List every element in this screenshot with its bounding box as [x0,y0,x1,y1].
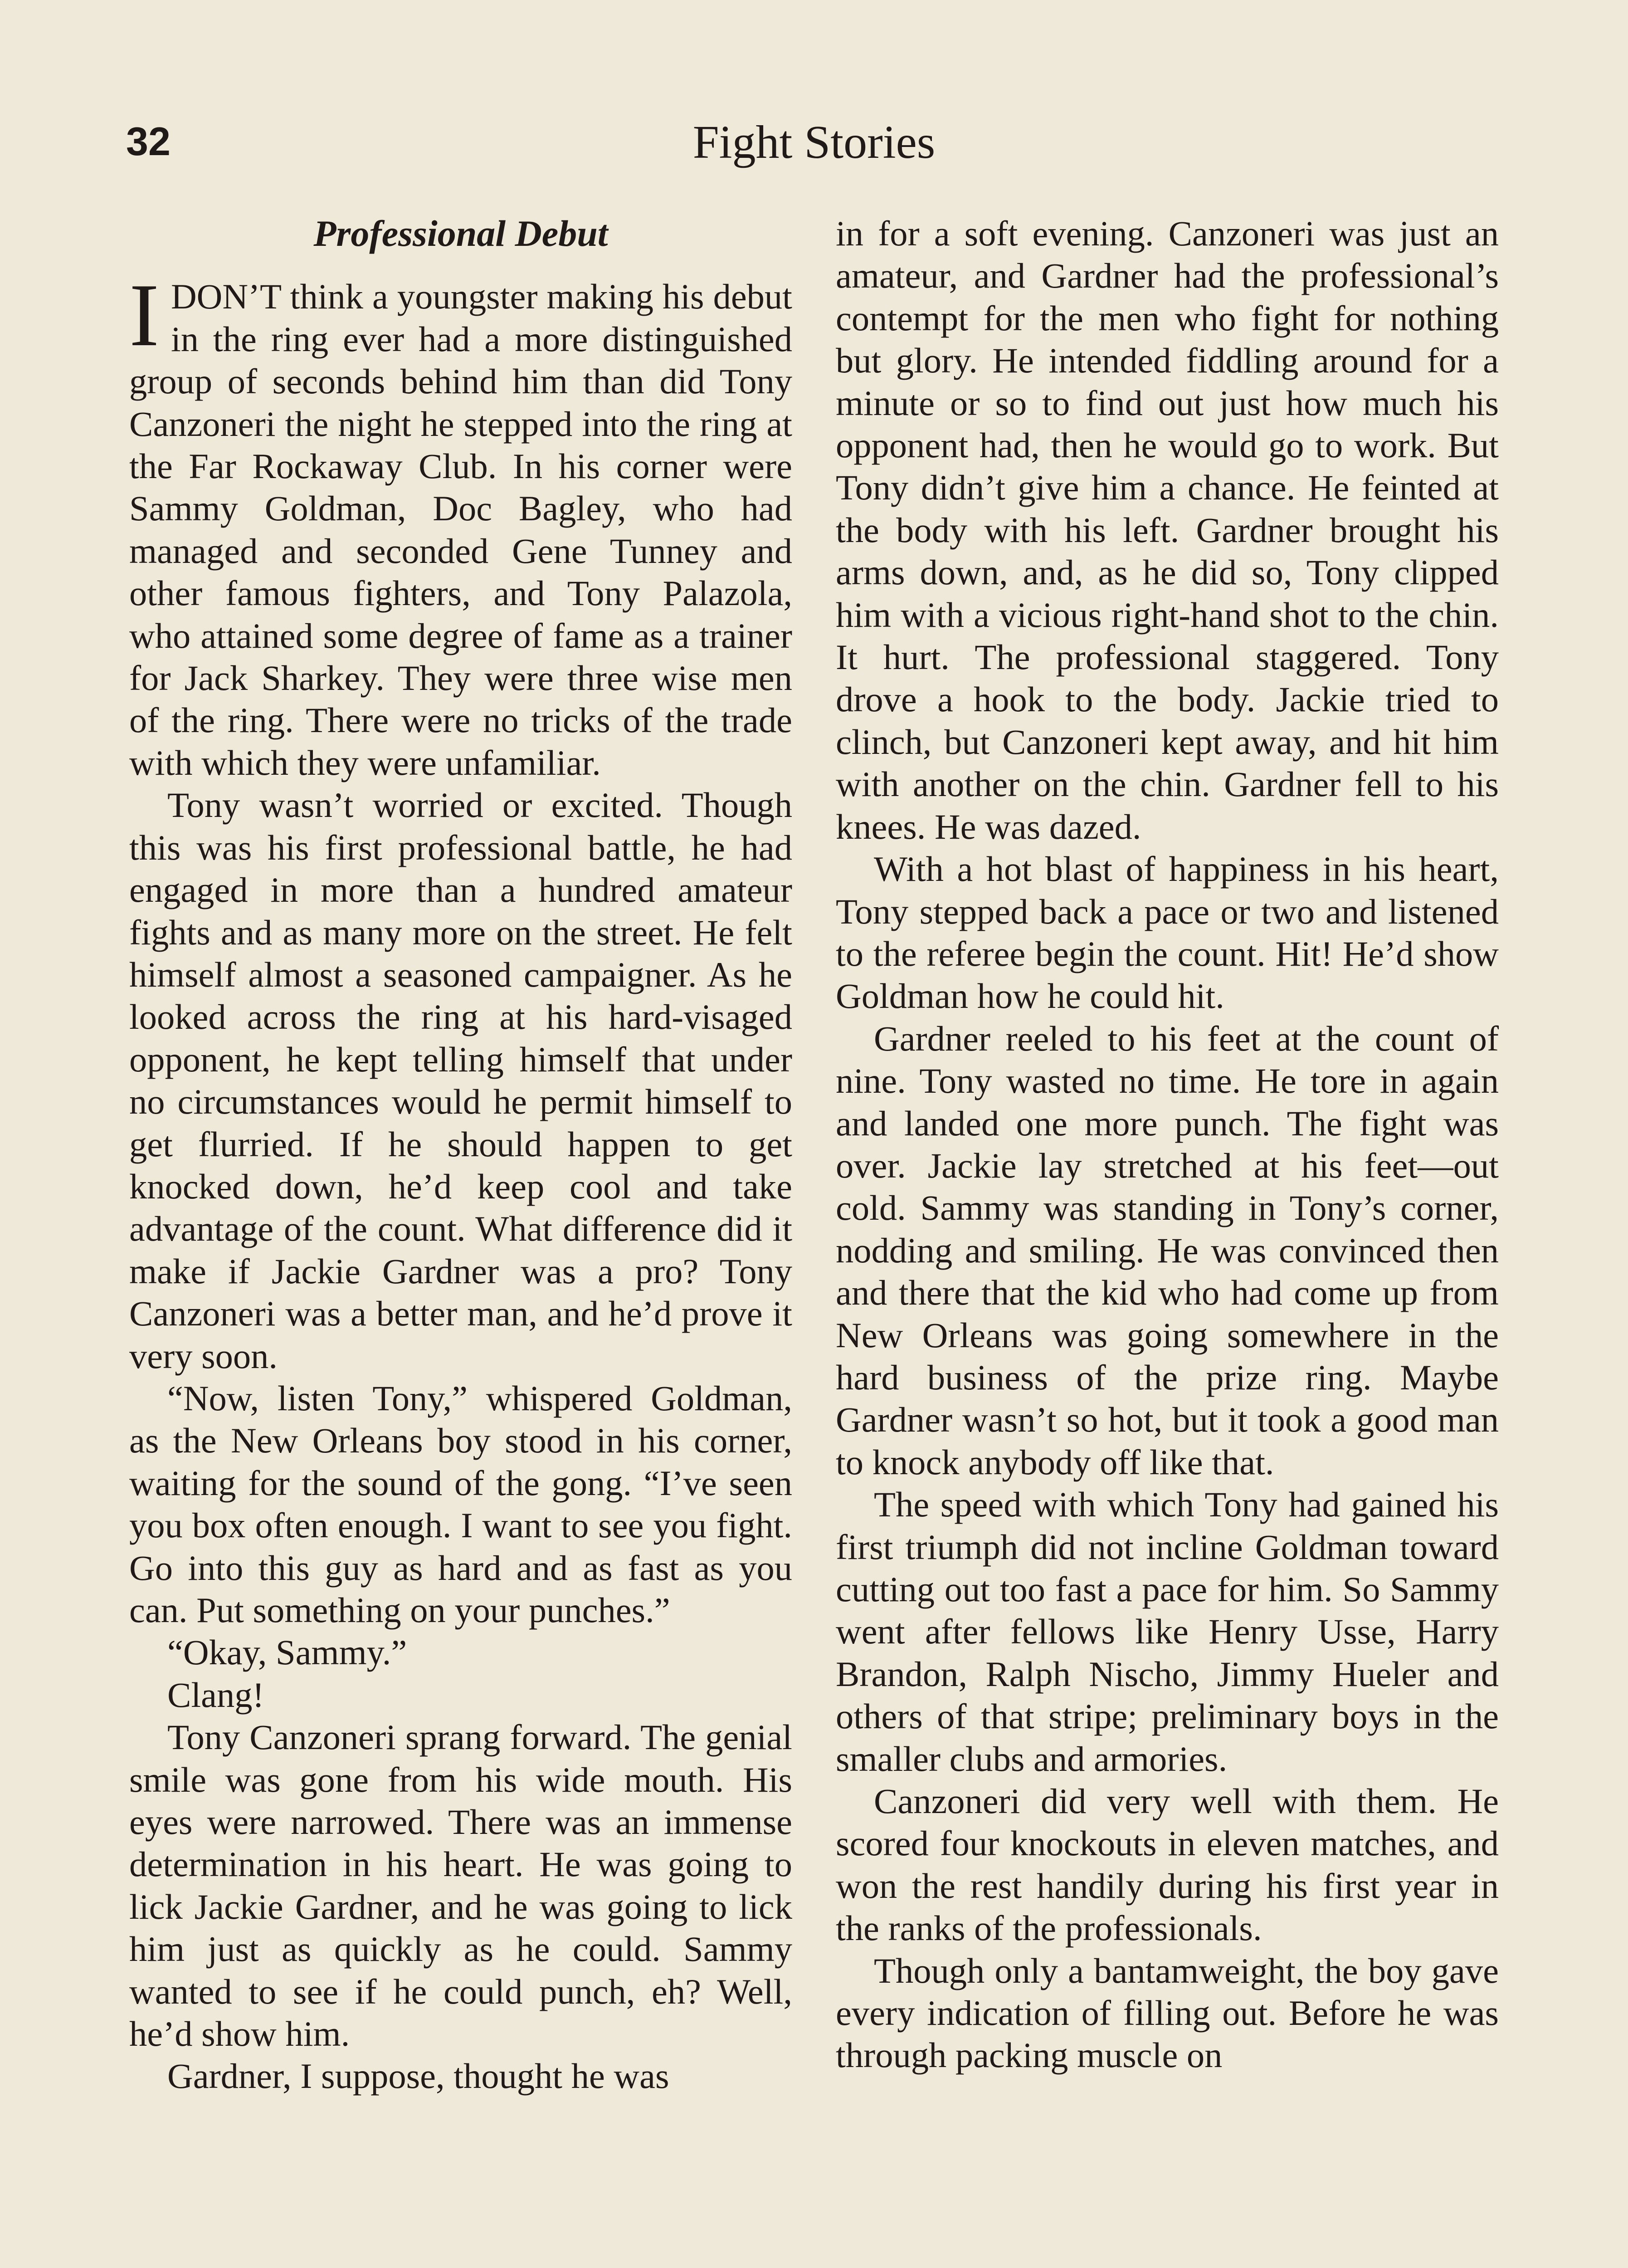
paragraph: Gardner reeled to his feet at the count of nine. Tony wasted no time. He tore in again and landed one more punch. The fight was over. Jackie lay stretched at his feet—out cold. Sammy was standing in Tony’s corner, nodding and smiling. He was convinced then and there that the kid who had come up from New Orleans was going somewhere in the hard business of the prize ring. Maybe Gardner wasn’t so hot, but it took a good man to knock anybody off like that. [836,1018,1499,1482]
paragraph: “Okay, Sammy.” [167,1633,407,1672]
opening-paragraph [129,265,792,784]
drop-cap: I [129,265,159,365]
paragraph: Clang! [167,1675,264,1715]
left-column [129,212,792,2097]
paragraph: Tony Canzoneri sprang forward. The genial smile was gone from his wide mouth. His eyes were narrowed. There was an immense determination in his heart. He was going to lick Jackie Gardner, and he was going to lick him just as quickly as he could. Sammy wanted to see if he could punch, eh? Well, he’d show him. [129,1717,792,2054]
paragraph: “Now, listen Tony,” whispered Goldman, as the New Orleans boy stood in his corner, waiting for the sound of the gong. “I’ve seen you box often enough. I want to see you fight. Go into this guy as hard and as fast as you can. Put something on your punches.” [129,1378,792,1630]
running-head-title: Fight Stories [692,116,936,168]
paragraph: Canzoneri did very well with them. He scored four knockouts in eleven matches, and won the rest handily during his first year in the ranks of the professionals. [836,1781,1499,1948]
opening-paragraph-text: DON’T think a youngster making his debut in the ring ever had a more distinguished group of seconds behind him than did Tony Canzoneri the night he stepped into the ring at the Far Rockaway Club. In his corner were Sammy Goldman, Doc Bagley, who had managed and seconded Gene Tunney and other famous fighters, and Tony Palazola, who attained some degree of fame as a trainer for Jack Sharkey. They were three wise men of the ring. There were no tricks of the trade with which they were unfamiliar. [129,277,792,782]
paragraph: With a hot blast of happiness in his heart, Tony stepped back a pace or two and listened to the referee begin the count. Hit! He’d show Goldman how he could hit. [836,849,1499,1016]
paragraph: Tony wasn’t worried or excited. Though this was his first professional battle, he had engaged in more than a hundred amateur fights and as many more on the street. He felt himself almost a seasoned campaigner. As he looked across the ring at his hard-visaged opponent, he kept telling himself that under no circumstances would he permit himself to get flurried. If he should happen to get knocked down, he’d keep cool and take advantage of the count. What difference did it make if Jackie Gardner was a pro? Tony Canzoneri was a better man, and he’d prove it very soon. [129,785,792,1376]
right-column [836,212,1499,2077]
continued-paragraph: in for a soft evening. Canzoneri was just an amateur, and Gardner had the professional’s contempt for the men who fight for nothing but glory. He intended fiddling around for a minute or so to find out just how much his opponent had, then he would go to work. But Tony didn’t give him a chance. He feinted at the body with his left. Gardner brought his arms down, and, as he did so, Tony clipped him with a vicious right-hand shot to the chin. It hurt. The professional staggered. Tony drove a hook to the body. Jackie tried to clinch, but Canzoneri kept away, and hit him with another on the chin. Gardner fell to his knees. He was dazed. [836,214,1499,846]
paragraph: Gardner, I suppose, thought he was [167,2056,669,2096]
paragraph: The speed with which Tony had gained his first triumph did not incline Goldman toward cutting out too fast a pace for him. So Sammy went after fellows like Henry Usse, Harry Brandon, Ralph Nischo, Jimmy Hueler and others of that stripe; preliminary boys in the smaller clubs and armories. [836,1485,1499,1779]
page-number: 32 [126,119,171,164]
paragraph: Though only a bantamweight, the boy gave every indication of filling out. Before he was through packing muscle on [836,1950,1499,2075]
section-title: Professional Debut [313,213,608,254]
